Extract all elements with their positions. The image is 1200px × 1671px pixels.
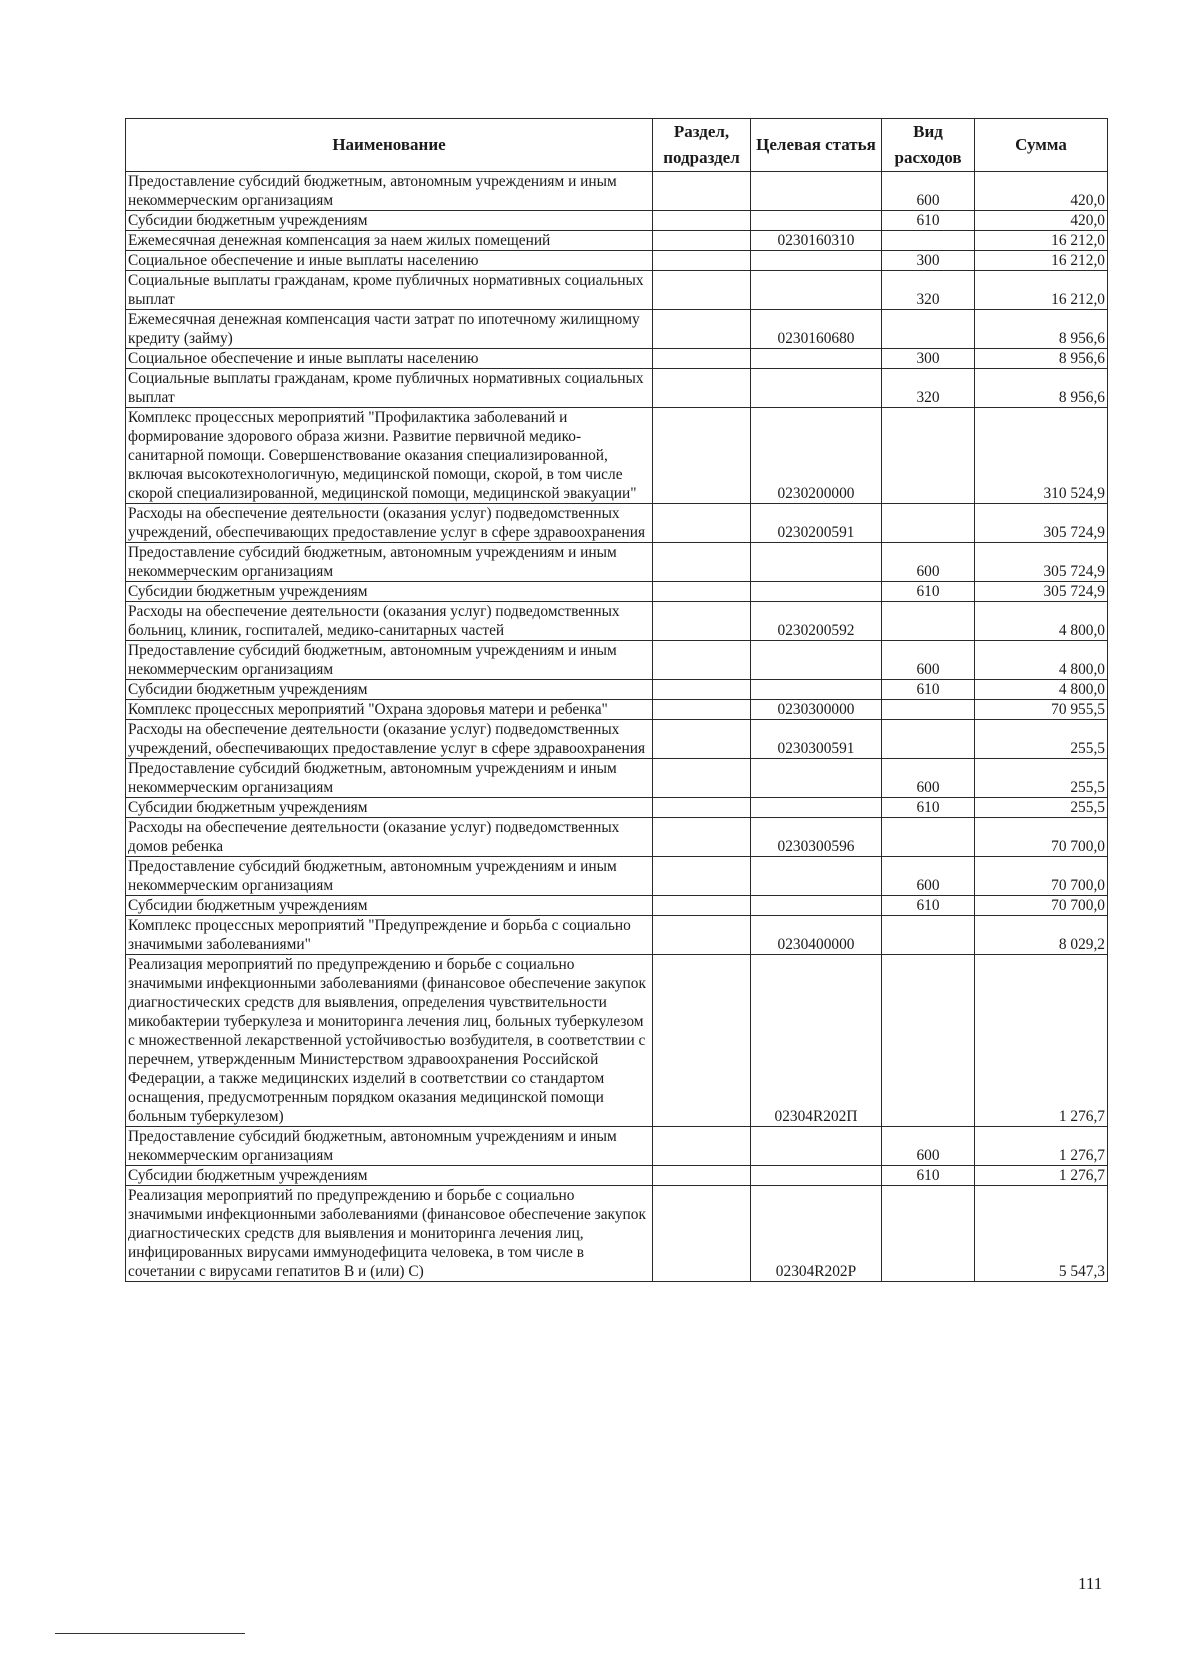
cell-section <box>653 211 751 231</box>
table-row <box>126 369 1108 408</box>
cell-sum: 305 724,9 <box>975 543 1108 582</box>
cell-name: Ежемесячная денежная компенсация части затрат по ипотечному жилищному кредиту (займу) <box>126 310 653 349</box>
cell-article <box>751 543 882 582</box>
cell-sum: 255,5 <box>975 798 1108 818</box>
table-row <box>126 798 1108 818</box>
cell-kind <box>882 955 975 1127</box>
cell-article <box>751 1166 882 1186</box>
cell-section <box>653 641 751 680</box>
cell-kind <box>882 231 975 251</box>
cell-sum: 305 724,9 <box>975 582 1108 602</box>
table-row <box>126 759 1108 798</box>
cell-sum: 255,5 <box>975 720 1108 759</box>
cell-kind: 600 <box>882 641 975 680</box>
cell-article: 0230160680 <box>751 310 882 349</box>
cell-name: Комплекс процессных мероприятий "Предупреждение и борьба с социально значимыми заболеваниями" <box>126 916 653 955</box>
table-row <box>126 857 1108 896</box>
cell-article <box>751 271 882 310</box>
cell-sum: 420,0 <box>975 172 1108 211</box>
cell-article <box>751 349 882 369</box>
cell-sum: 310 524,9 <box>975 408 1108 504</box>
cell-name: Социальные выплаты гражданам, кроме публичных нормативных социальных выплат <box>126 369 653 408</box>
cell-section <box>653 271 751 310</box>
cell-name: Социальное обеспечение и иные выплаты населению <box>126 251 653 271</box>
table-row <box>126 504 1108 543</box>
cell-kind: 300 <box>882 251 975 271</box>
header-sum: Сумма <box>975 119 1108 172</box>
cell-name: Комплекс процессных мероприятий "Профилактика заболеваний и формирование здорового образа жизни. Развитие первичной медико-санитарной помощи. Совершенствование оказания специализированной, включая высокотехнологичную, медицинской помощи, скорой, в том числе скорой специализированной, медицинской помощи, медицинской эвакуации" <box>126 408 653 504</box>
cell-section <box>653 349 751 369</box>
table-row <box>126 680 1108 700</box>
table-row <box>126 955 1108 1127</box>
cell-article: 0230400000 <box>751 916 882 955</box>
cell-sum: 8 956,6 <box>975 349 1108 369</box>
cell-article <box>751 680 882 700</box>
cell-section <box>653 172 751 211</box>
cell-section <box>653 857 751 896</box>
cell-section <box>653 231 751 251</box>
cell-sum: 70 700,0 <box>975 896 1108 916</box>
cell-section <box>653 759 751 798</box>
table-body <box>126 172 1108 1282</box>
cell-section <box>653 680 751 700</box>
cell-section <box>653 504 751 543</box>
cell-article: 0230300596 <box>751 818 882 857</box>
cell-article <box>751 1127 882 1166</box>
table-header-row <box>126 119 1108 172</box>
cell-article <box>751 211 882 231</box>
cell-kind: 610 <box>882 798 975 818</box>
table-row <box>126 543 1108 582</box>
cell-kind <box>882 916 975 955</box>
cell-sum: 1 276,7 <box>975 1166 1108 1186</box>
cell-kind: 320 <box>882 369 975 408</box>
cell-section <box>653 602 751 641</box>
cell-sum: 8 956,6 <box>975 310 1108 349</box>
cell-kind <box>882 310 975 349</box>
table-row <box>126 818 1108 857</box>
cell-name: Расходы на обеспечение деятельности (оказания услуг) подведомственных больниц, клиник, госпиталей, медико-санитарных частей <box>126 602 653 641</box>
cell-kind <box>882 1186 975 1282</box>
cell-name: Социальные выплаты гражданам, кроме публичных нормативных социальных выплат <box>126 271 653 310</box>
cell-kind <box>882 602 975 641</box>
cell-name: Ежемесячная денежная компенсация за наем жилых помещений <box>126 231 653 251</box>
cell-name: Предоставление субсидий бюджетным, автономным учреждениям и иным некоммерческим организациям <box>126 759 653 798</box>
cell-section <box>653 543 751 582</box>
cell-article: 0230300591 <box>751 720 882 759</box>
cell-sum: 4 800,0 <box>975 602 1108 641</box>
cell-section <box>653 408 751 504</box>
cell-name: Расходы на обеспечение деятельности (оказание услуг) подведомственных домов ребенка <box>126 818 653 857</box>
cell-name: Субсидии бюджетным учреждениям <box>126 680 653 700</box>
cell-kind: 610 <box>882 211 975 231</box>
cell-sum: 305 724,9 <box>975 504 1108 543</box>
cell-name: Субсидии бюджетным учреждениям <box>126 798 653 818</box>
budget-table <box>125 118 1108 1282</box>
table-row <box>126 720 1108 759</box>
cell-sum: 1 276,7 <box>975 955 1108 1127</box>
cell-section <box>653 896 751 916</box>
cell-article <box>751 172 882 211</box>
table-row <box>126 251 1108 271</box>
cell-name: Предоставление субсидий бюджетным, автономным учреждениям и иным некоммерческим организациям <box>126 1127 653 1166</box>
table-row <box>126 896 1108 916</box>
cell-article <box>751 857 882 896</box>
table-row <box>126 349 1108 369</box>
cell-name: Предоставление субсидий бюджетным, автономным учреждениям и иным некоммерческим организациям <box>126 543 653 582</box>
cell-section <box>653 720 751 759</box>
cell-kind: 300 <box>882 349 975 369</box>
cell-article <box>751 798 882 818</box>
cell-kind: 600 <box>882 1127 975 1166</box>
cell-kind <box>882 504 975 543</box>
cell-kind: 600 <box>882 857 975 896</box>
table-row <box>126 1186 1108 1282</box>
cell-name: Субсидии бюджетным учреждениям <box>126 211 653 231</box>
cell-sum: 255,5 <box>975 759 1108 798</box>
cell-sum: 8 029,2 <box>975 916 1108 955</box>
cell-kind <box>882 408 975 504</box>
cell-article <box>751 896 882 916</box>
footer-rule <box>55 1633 245 1634</box>
cell-article: 02304R202P <box>751 1186 882 1282</box>
table-row <box>126 231 1108 251</box>
cell-sum: 1 276,7 <box>975 1127 1108 1166</box>
cell-name: Комплекс процессных мероприятий "Охрана здоровья матери и ребенка" <box>126 700 653 720</box>
cell-section <box>653 955 751 1127</box>
cell-name: Субсидии бюджетным учреждениям <box>126 1166 653 1186</box>
page-number: 111 <box>1078 1574 1103 1593</box>
cell-article: 0230200592 <box>751 602 882 641</box>
cell-name: Реализация мероприятий по предупреждению и борьбе с социально значимыми инфекционными заболеваниями (финансовое обеспечение закупок диагностических средств для выявления и мониторинга лечения лиц, инфицированных вирусами иммунодефицита человека, в том числе в сочетании с вирусами гепатитов В и (или) С) <box>126 1186 653 1282</box>
cell-section <box>653 369 751 408</box>
cell-section <box>653 582 751 602</box>
cell-name: Расходы на обеспечение деятельности (оказания услуг) подведомственных учреждений, обеспечивающих предоставление услуг в сфере здравоохранения <box>126 504 653 543</box>
cell-article: 0230160310 <box>751 231 882 251</box>
table-row <box>126 916 1108 955</box>
cell-sum: 4 800,0 <box>975 641 1108 680</box>
cell-name: Социальное обеспечение и иные выплаты населению <box>126 349 653 369</box>
cell-kind <box>882 700 975 720</box>
cell-article <box>751 582 882 602</box>
cell-sum: 70 700,0 <box>975 857 1108 896</box>
cell-section <box>653 818 751 857</box>
cell-sum: 8 956,6 <box>975 369 1108 408</box>
table-row <box>126 641 1108 680</box>
table-row <box>126 1166 1108 1186</box>
cell-name: Предоставление субсидий бюджетным, автономным учреждениям и иным некоммерческим организациям <box>126 857 653 896</box>
cell-sum: 16 212,0 <box>975 231 1108 251</box>
cell-section <box>653 251 751 271</box>
cell-sum: 5 547,3 <box>975 1186 1108 1282</box>
cell-section <box>653 1127 751 1166</box>
cell-section <box>653 1166 751 1186</box>
table-row <box>126 582 1108 602</box>
table-row <box>126 271 1108 310</box>
table-row <box>126 408 1108 504</box>
cell-section <box>653 798 751 818</box>
table-row <box>126 310 1108 349</box>
cell-kind: 610 <box>882 1166 975 1186</box>
table-row <box>126 172 1108 211</box>
cell-kind: 320 <box>882 271 975 310</box>
cell-kind: 600 <box>882 172 975 211</box>
cell-section <box>653 310 751 349</box>
cell-kind: 610 <box>882 680 975 700</box>
cell-article <box>751 641 882 680</box>
table-row <box>126 211 1108 231</box>
header-name: Наименование <box>126 119 653 172</box>
cell-kind: 610 <box>882 896 975 916</box>
table-row <box>126 700 1108 720</box>
cell-sum: 16 212,0 <box>975 251 1108 271</box>
cell-article <box>751 369 882 408</box>
cell-article: 02304R202П <box>751 955 882 1127</box>
cell-article <box>751 759 882 798</box>
cell-sum: 420,0 <box>975 211 1108 231</box>
cell-kind <box>882 720 975 759</box>
table-row <box>126 1127 1108 1166</box>
cell-sum: 70 700,0 <box>975 818 1108 857</box>
cell-name: Субсидии бюджетным учреждениям <box>126 896 653 916</box>
header-section: Раздел, подраздел <box>653 119 751 172</box>
cell-name: Расходы на обеспечение деятельности (оказание услуг) подведомственных учреждений, обеспечивающих предоставление услуг в сфере здравоохранения <box>126 720 653 759</box>
cell-section <box>653 1186 751 1282</box>
cell-article: 0230300000 <box>751 700 882 720</box>
cell-name: Предоставление субсидий бюджетным, автономным учреждениям и иным некоммерческим организациям <box>126 641 653 680</box>
cell-article <box>751 251 882 271</box>
cell-kind: 600 <box>882 759 975 798</box>
cell-sum: 16 212,0 <box>975 271 1108 310</box>
cell-sum: 4 800,0 <box>975 680 1108 700</box>
header-kind: Вид расходов <box>882 119 975 172</box>
cell-section <box>653 916 751 955</box>
table-row <box>126 602 1108 641</box>
cell-article: 0230200000 <box>751 408 882 504</box>
cell-kind: 610 <box>882 582 975 602</box>
cell-name: Субсидии бюджетным учреждениям <box>126 582 653 602</box>
cell-article: 0230200591 <box>751 504 882 543</box>
cell-sum: 70 955,5 <box>975 700 1108 720</box>
cell-kind: 600 <box>882 543 975 582</box>
cell-section <box>653 700 751 720</box>
cell-name: Реализация мероприятий по предупреждению и борьбе с социально значимыми инфекционными заболеваниями (финансовое обеспечение закупок диагностических средств для выявления, определения чувствительности микобактерии туберкулеза и мониторинга лечения лиц, больных туберкулезом с множественной лекарственной устойчивостью возбудителя, в соответствии с перечнем, утвержденным Министерством здравоохранения Российской Федерации, а также медицинских изделий в соответствии со стандартом оснащения, предусмотренным порядком оказания медицинской помощи больным туберкулезом) <box>126 955 653 1127</box>
cell-kind <box>882 818 975 857</box>
header-article: Целевая статья <box>751 119 882 172</box>
cell-name: Предоставление субсидий бюджетным, автономным учреждениям и иным некоммерческим организациям <box>126 172 653 211</box>
